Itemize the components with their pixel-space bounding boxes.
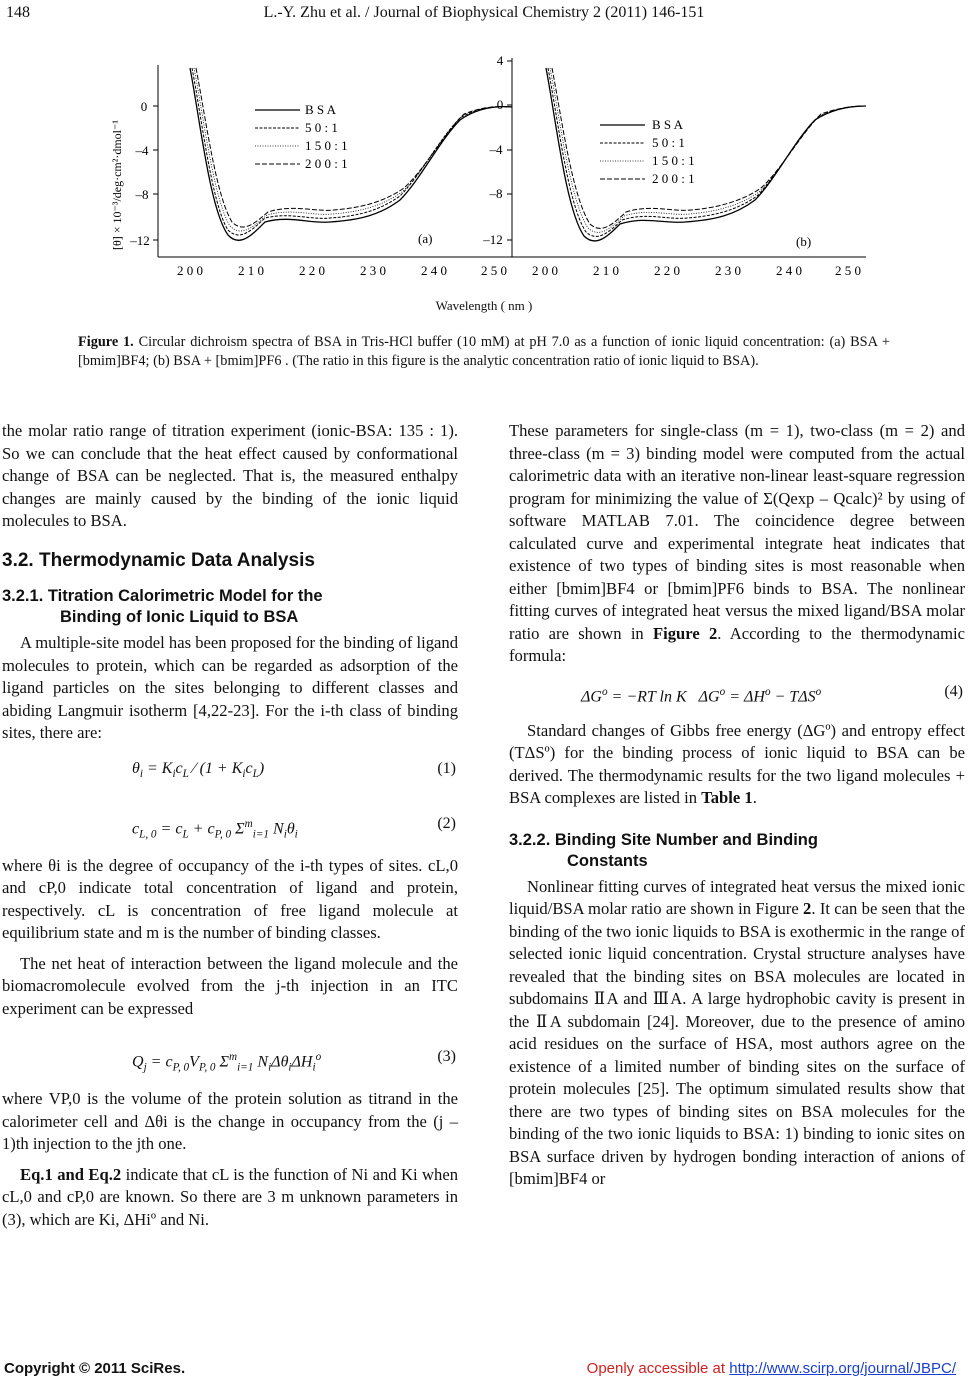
panel-a-ytick: –12 [130,233,150,248]
panel-b-xtick: 2 4 0 [776,263,802,278]
panel-b-ytick: 4 [496,53,504,68]
paragraph-text: Standard changes of Gibbs free energy (ΔGº) and entropy effect (TΔSº) for the binding process of ionic liquid to BSA can be derived. The thermodynamic results for the two ligand molecules + BSA complexes are listed in [509,720,965,807]
panel-a-tag: (a) [418,231,433,246]
subsection-heading-line: 3.2.1. Titration Calorimetric Model for the [2,587,323,605]
panel-b-xtick: 2 3 0 [715,263,741,278]
panel-b-xtick: 2 1 0 [593,263,619,278]
panel-b-curve-200-1 [552,68,866,228]
figure-1 [0,50,968,320]
equation-number: (3) [437,1048,456,1065]
paragraph-text: indicate that cL is the function of Ni and Ki when cL,0 and cP,0 are known. So there are 3 m unknown parameters in (3), which are Ki, ΔHiº and Ni. [2,1164,458,1229]
subsection-heading-line: Binding of Ionic Liquid to BSA [60,608,299,626]
panel-a-curve-bsa [190,68,512,240]
paragraph [509,876,965,1191]
panel-a-xtick: 2 3 0 [360,263,386,278]
equation-4: $\Delta G^o = -RT$ ln K $\Delta G^o = \Delta H^o - T\Delta S^o$ (4) [581,682,963,705]
paragraph-text: Nonlinear fitting curves of integrated heat versus the mixed ionic liquid/BSA molar ratio are shown in Figure [509,876,965,918]
panel-a-xtick: 2 5 0 [481,263,507,278]
left-column [2,420,458,1231]
panel-a-xtick: 2 1 0 [238,263,264,278]
panel-a-legend-item: 5 0 : 1 [305,120,338,135]
x-axis-label: Wavelength ( nm ) [435,298,533,313]
equation-number: (2) [437,814,456,832]
panel-b-xtick: 2 0 0 [532,263,558,278]
panel-a-xtick: 2 2 0 [299,263,325,278]
paragraph [2,1164,458,1232]
bold-ref: Eq.1 and Eq.2 [20,1164,122,1184]
copyright: Copyright © 2011 SciRes. [4,1360,186,1377]
journal-link[interactable]: http://www.scirp.org/journal/JBPC/ [729,1360,956,1377]
panel-a-legend-item: 2 0 0 : 1 [305,156,348,171]
equation-2: $c_{L, 0} = c_L + c_{P, 0}$ $\Sigma^m_{i=1}$ $N_i\theta_i$ (2) [132,814,456,841]
open-access-text: Openly accessible at [586,1360,730,1377]
equation-number: (1) [437,759,456,777]
paragraph-text: . It can be seen that the binding of the two ionic liquids to BSA is exothermic in the range of selected ionic liquid concentration. Crystal structure analyses have revealed that the binding sites on BSA molecules are located in subdomains ⅡA and ⅢA. A large hydrophobic cavity is present in the ⅡA subdomain [24]. Moreover, due to the presence of amino acid residues on the surface of HSA, most authors agree on the existence of a limited number of binding sites on the surface of protein molecules [25]. The optimum simulated results show that there are two types of binding sites on BSA molecules for the binding of the two ionic liquids to BSA: 1) binding to ionic sites on BSA surface driven by hydrogen bonding interaction of anions of [bmim]BF4 or [509,899,965,1188]
bold-ref: Table 1 [701,788,753,807]
paragraph-text: These parameters for single-class (m = 1), two-class (m = 2) and three-class (m = 3) binding model were computed from the actual calorimetric data with an iterative non-linear least-square regression program for minimizing the value of Σ(Qexp – Qcalc)² by using of software MATLAB 7.01. The coincidence degree between calculated curve and experimental integrate heat indicates that existence of two types of binding sites is most reasonable when either [bmim]BF4 or [bmim]PF6 binds to BSA. The nonlinear fitting curves of integrated heat versus the mixed ligand/BSA molar ratio are shown in [509,421,965,643]
panel-a-curve-50-1 [192,68,512,235]
page-number: 148 [6,4,30,21]
running-head: L.-Y. Zhu et al. / Journal of Biophysical Chemistry 2 (2011) 146-151 [263,4,705,21]
panel-a-legend-item: B S A [305,102,337,117]
panel-a-ytick: –8 [135,187,149,202]
panel-b-ytick: –4 [489,142,503,157]
paragraph: A multiple-site model has been proposed for the binding of ligand molecules to protein, which can be regarded as adsorption of the ligand particles on the sites belonging to different classes and abiding Langmuir isotherm [4,22-23]. For the i-th class of binding sites, there are: [2,633,458,742]
panel-b-legend-item: 5 0 : 1 [652,135,685,150]
panel-a-ytick: 0 [140,99,148,114]
cd-spectra-plot [0,50,968,320]
paragraph: the molar ratio range of titration experiment (ionic-BSA: 135 : 1). So we can conclude that the heat effect caused by conformational change of BSA can be neglected. That is, the measured enthalpy changes are mainly caused by the binding of the ionic liquid molecules to BSA. [2,421,458,530]
panel-a-xtick: 2 4 0 [421,263,447,278]
panel-a [129,65,512,278]
panel-a-ytick: –4 [135,143,149,158]
panel-b-curve-50-1 [548,68,866,236]
panel-a-curve-150-1 [194,68,512,231]
paragraph: where VP,0 is the volume of the protein solution as titrand in the calorimeter cell and Δθi is the change in occupancy from the (j – 1)th injection to the jth one. [2,1089,458,1153]
right-column [509,420,965,1191]
subsection-heading-line: 3.2.2. Binding Site Number and Binding [509,830,818,849]
panel-b-xtick: 2 2 0 [654,263,680,278]
panel-b-curve-bsa [546,68,866,241]
panel-b-legend-item: 2 0 0 : 1 [652,171,695,186]
panel-b-tag: (b) [796,234,812,249]
panel-b-legend-item: B S A [652,117,684,132]
paragraph-text: . According to the thermodynamic formula: [509,623,965,665]
subsection-heading-line: Constants [567,851,648,870]
panel-b [482,53,866,278]
panel-a-legend-item: 1 5 0 : 1 [305,138,348,153]
open-access-note [587,1360,956,1377]
figure-caption [78,333,890,371]
paragraph [509,720,965,810]
panel-b-curve-150-1 [550,68,866,232]
panel-a-xtick: 2 0 0 [177,263,203,278]
subsection-heading [509,830,965,872]
paragraph [509,420,965,668]
paragraph: The net heat of interaction between the ligand molecule and the biomacromolecule evolved from the j-th injection in an ITC experiment can be expressed [2,953,458,1018]
bold-ref: 2 [803,899,812,918]
equation-3: $Q_j = c_{P, 0}V_{P, 0}$ $\Sigma^m_{i=1}$ $N_i\Delta\theta_i\Delta H_i^o$ (3) [132,1048,456,1074]
caption-label: Figure 1. [78,334,134,350]
panel-b-xtick: 2 5 0 [835,263,861,278]
subsection-heading [2,586,458,628]
equation-number: (4) [944,682,963,700]
paragraph-text: . [752,788,757,807]
equation-1: $\theta_i = K_ic_L$ ⁄ $(1 + K_ic_L)$ (1) [132,759,456,780]
panel-b-ytick: –12 [483,232,503,247]
panel-b-legend-item: 1 5 0 : 1 [652,153,695,168]
section-heading: 3.2. Thermodynamic Data Analysis [2,549,315,571]
panel-a-curve-200-1 [196,68,512,227]
bold-ref: Figure 2 [653,623,718,643]
panel-b-ytick: –8 [489,186,503,201]
panel-b-ytick: 0 [496,97,504,112]
caption-text: Circular dichroism spectra of BSA in Tris-HCl buffer (10 mM) at pH 7.0 as a function of ionic liquid concentration: (a) BSA + [bmim]BF4; (b) BSA + [bmim]PF6 . (The ratio in this figure is the analytic concentration ratio of ionic liquid to BSA). [78,334,890,369]
paragraph: where θi is the degree of occupancy of the i-th types of sites. cL,0 and cP,0 indicate total concentration of ligand and protein, respectively. cL is concentration of free ligand molecule at equilibrium state and m is the number of binding classes. [2,855,458,942]
y-axis-label: [θ] × 10⁻³/deg·cm²·dmol⁻¹ [110,120,124,250]
